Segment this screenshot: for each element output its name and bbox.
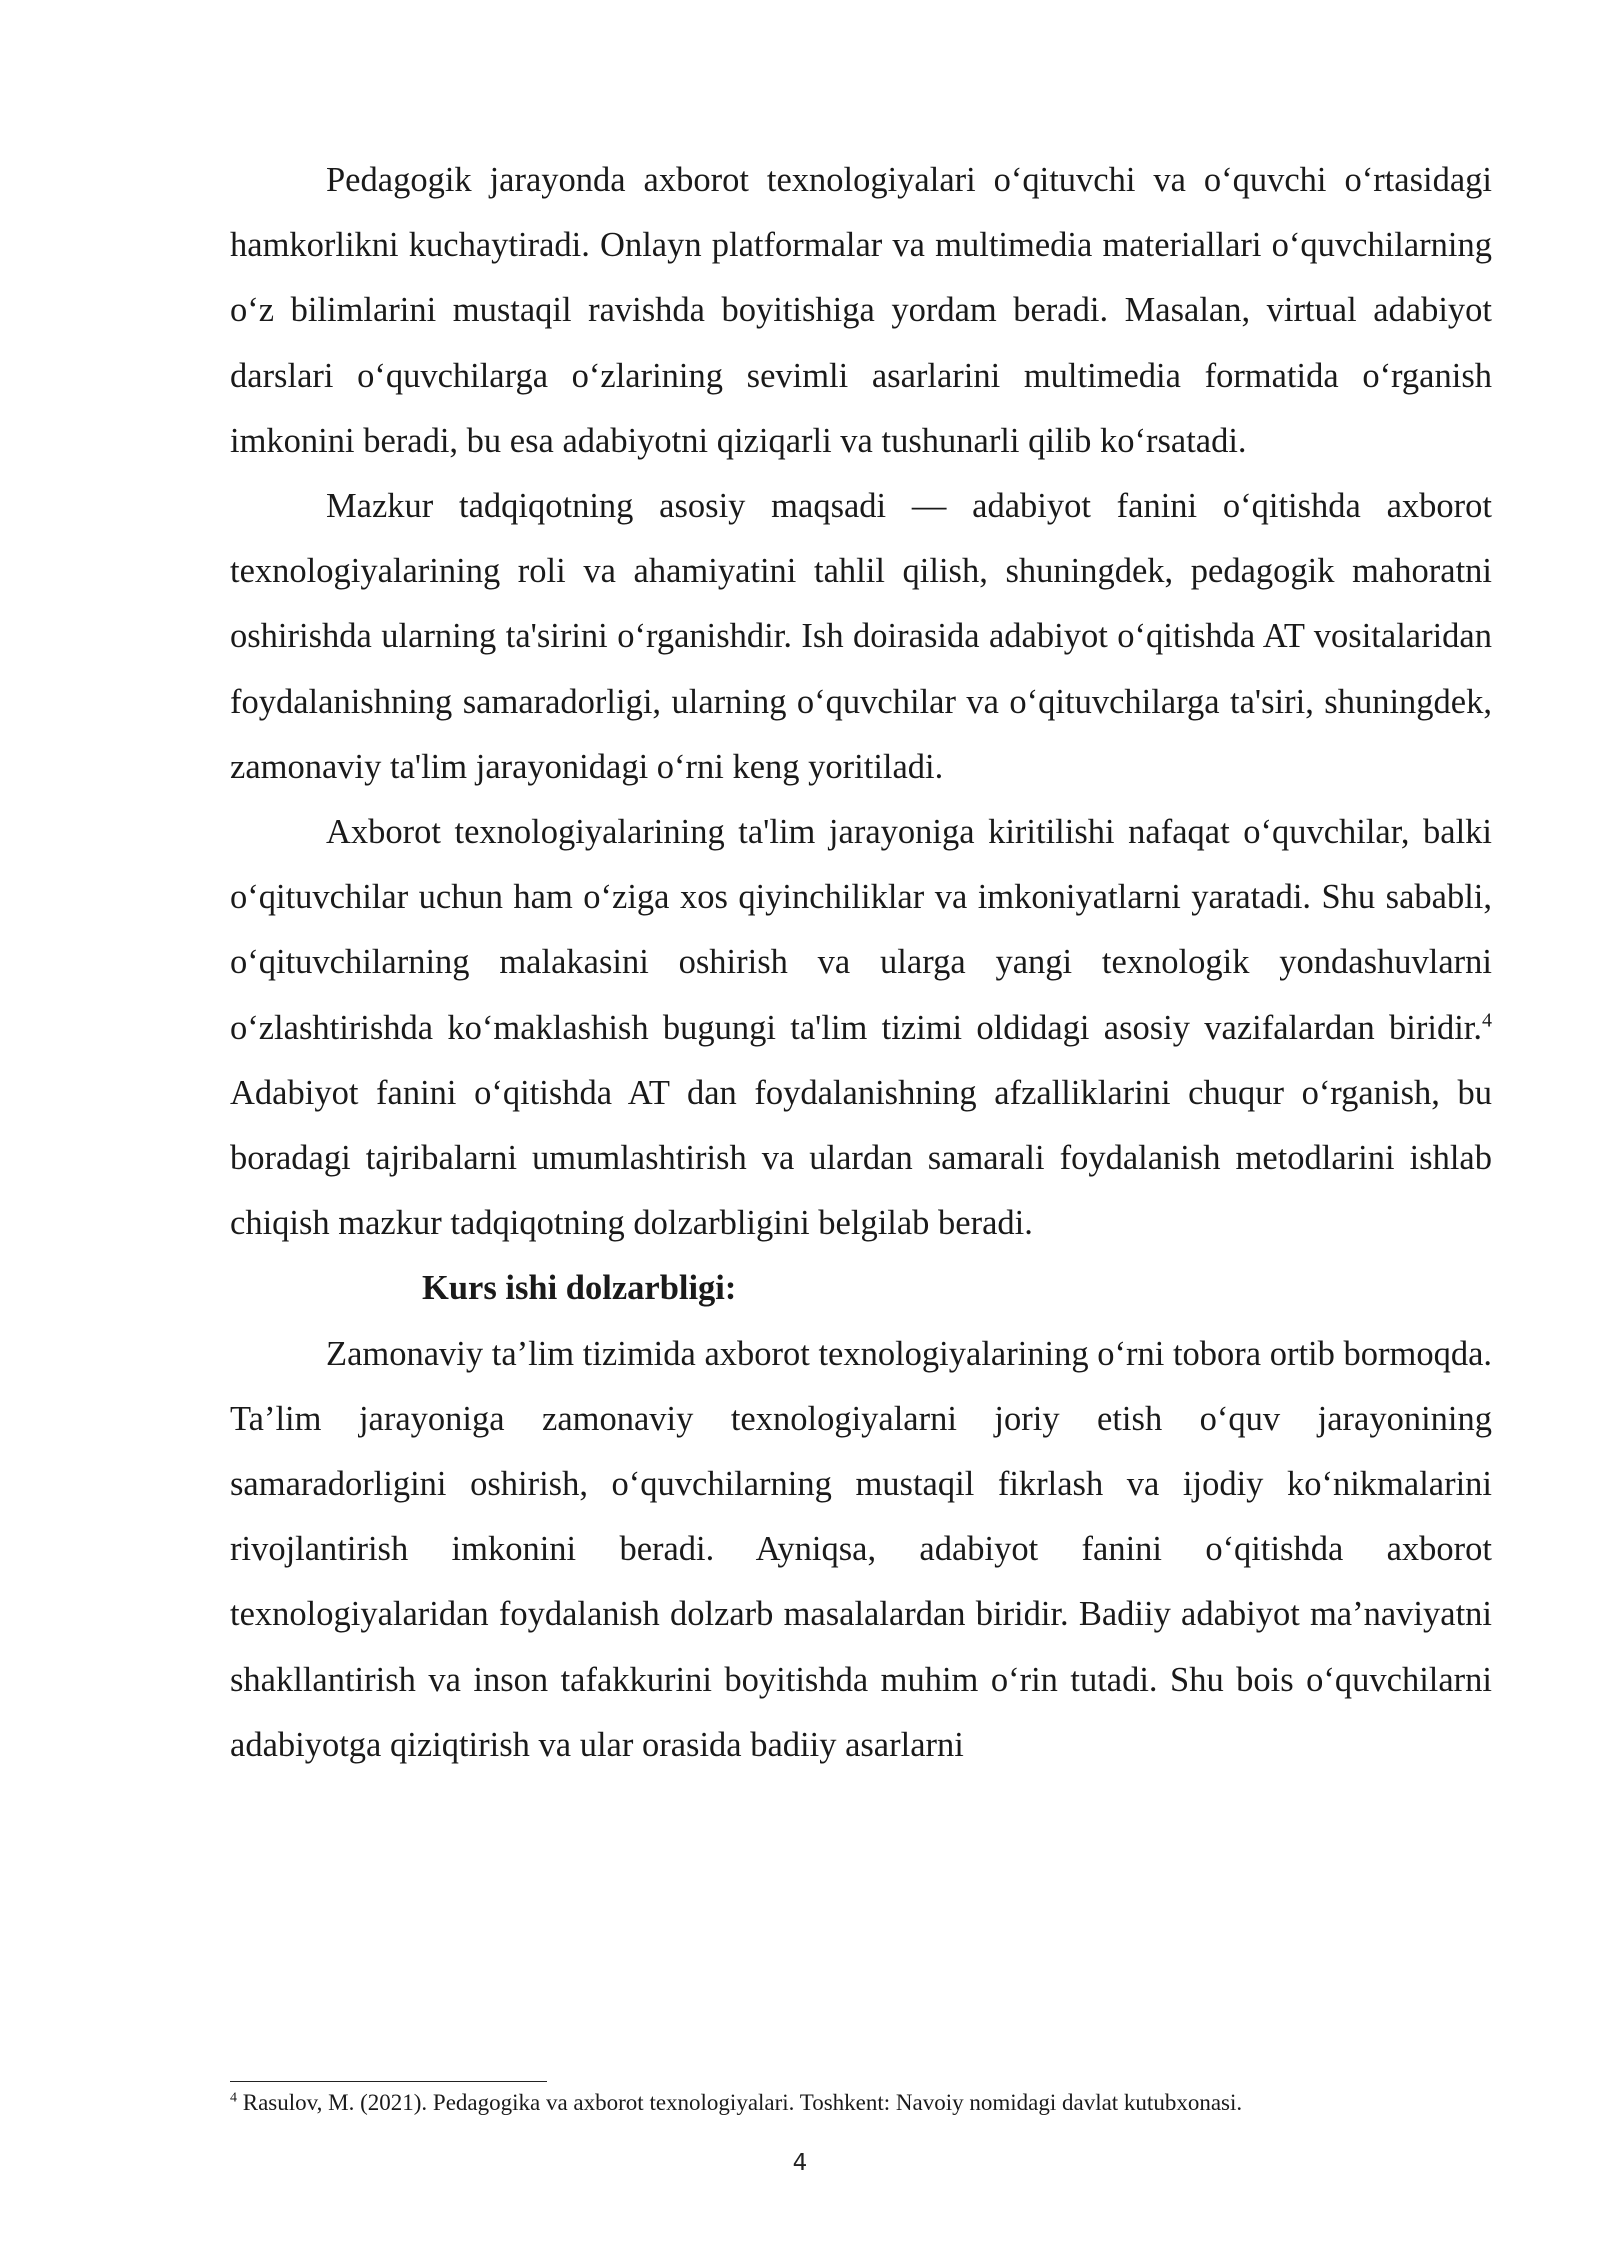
footnote-reference[interactable]: 4 [1482, 1009, 1492, 1032]
section-heading: Kurs ishi dolzarbligi: [422, 1269, 737, 1308]
paragraph-2: Mazkur tadqiqotning asosiy maqsadi — adabiyot fanini o‘qitishda axborot texnologiyalarining roli va ahamiyatini tahlil qilish, shuningdek, pedagogik mahoratni oshirishda ularning ta'sirini o‘rganishdir. Ish doirasida adabiyot o‘qitishda AT vositalaridan foydalanishning samaradorligi, ularning o‘quvchilar va o‘qituvchilarga ta'siri, shuningdek, zamonaviy ta'lim jarayonidagi o‘rni keng yoritiladi. [230, 487, 1492, 786]
body-text [230, 148, 1492, 1778]
paragraph-3-text-continued: Adabiyot fanini o‘qitishda AT dan foydalanishning afzalliklarini chuqur o‘rganish, bu boradagi tajribalarni umumlashtirish va ulardan samarali foydalanish metodlarini ishlab chiqish mazkur tadqiqotning dolzarbligini belgilab beradi. [230, 1073, 1492, 1243]
paragraph-3-text: Axborot texnologiyalarining ta'lim jarayoniga kiritilishi nafaqat o‘quvchilar, balki o‘qituvchilar uchun ham o‘ziga xos qiyinchiliklar va imkoniyatlarni yaratadi. Shu sababli, o‘qituvchilarning malakasini oshirish va ularga yangi texnologik yondashuvlarni o‘zlashtirishda ko‘maklashish bugungi ta'lim tizimi oldidagi asosiy vazifalardan biridir. [230, 813, 1492, 1047]
paragraph-4: Zamonaviy ta’lim tizimida axborot texnologiyalarining o‘rni tobora ortib bormoqda. Ta’lim jarayoniga zamonaviy texnologiyalarni joriy etish o‘quv jarayonining samaradorligini oshirish, o‘quvchilarning mustaqil fikrlash va ijodiy ko‘nikmalarini rivojlantirish imkonini beradi. Ayniqsa, adabiyot fanini o‘qitishda axborot texnologiyalaridan foydalanish dolzarb masalalardan biridir. Badiiy adabiyot ma’naviyatni shakllantirish va inson tafakkurini boyitishda muhim o‘rin tutadi. Shu bois o‘quvchilarni adabiyotga qiziqtirish va ular orasida badiiy asarlarni [230, 1334, 1493, 1764]
paragraph-1: Pedagogik jarayonda axborot texnologiyalari o‘qituvchi va o‘quvchi o‘rtasidagi hamkorlikni kuchaytiradi. Onlayn platformalar va multimedia materiallari o‘quvchilarning o‘z bilimlarini mustaqil ravishda boyitishiga yordam beradi. Masalan, virtual adabiyot darslari o‘quvchilarga o‘zlarining sevimli asarlarini multimedia formatida o‘rganish imkonini beradi, bu esa adabiyotni qiziqarli va tushunarli qilib ko‘rsatadi. [230, 161, 1492, 460]
footnote-number: 4 [230, 2090, 237, 2106]
paragraph-3 [230, 800, 1492, 1256]
footnote-text: Rasulov, M. (2021). Pedagogika va axborot texnologiyalari. Toshkent: Navoiy nomidagi davlat kutubxonasi. [237, 2090, 1243, 2115]
footnote [230, 2088, 1492, 2118]
footnote-separator [230, 2081, 547, 2082]
page-number: 4 [792, 2150, 808, 2176]
